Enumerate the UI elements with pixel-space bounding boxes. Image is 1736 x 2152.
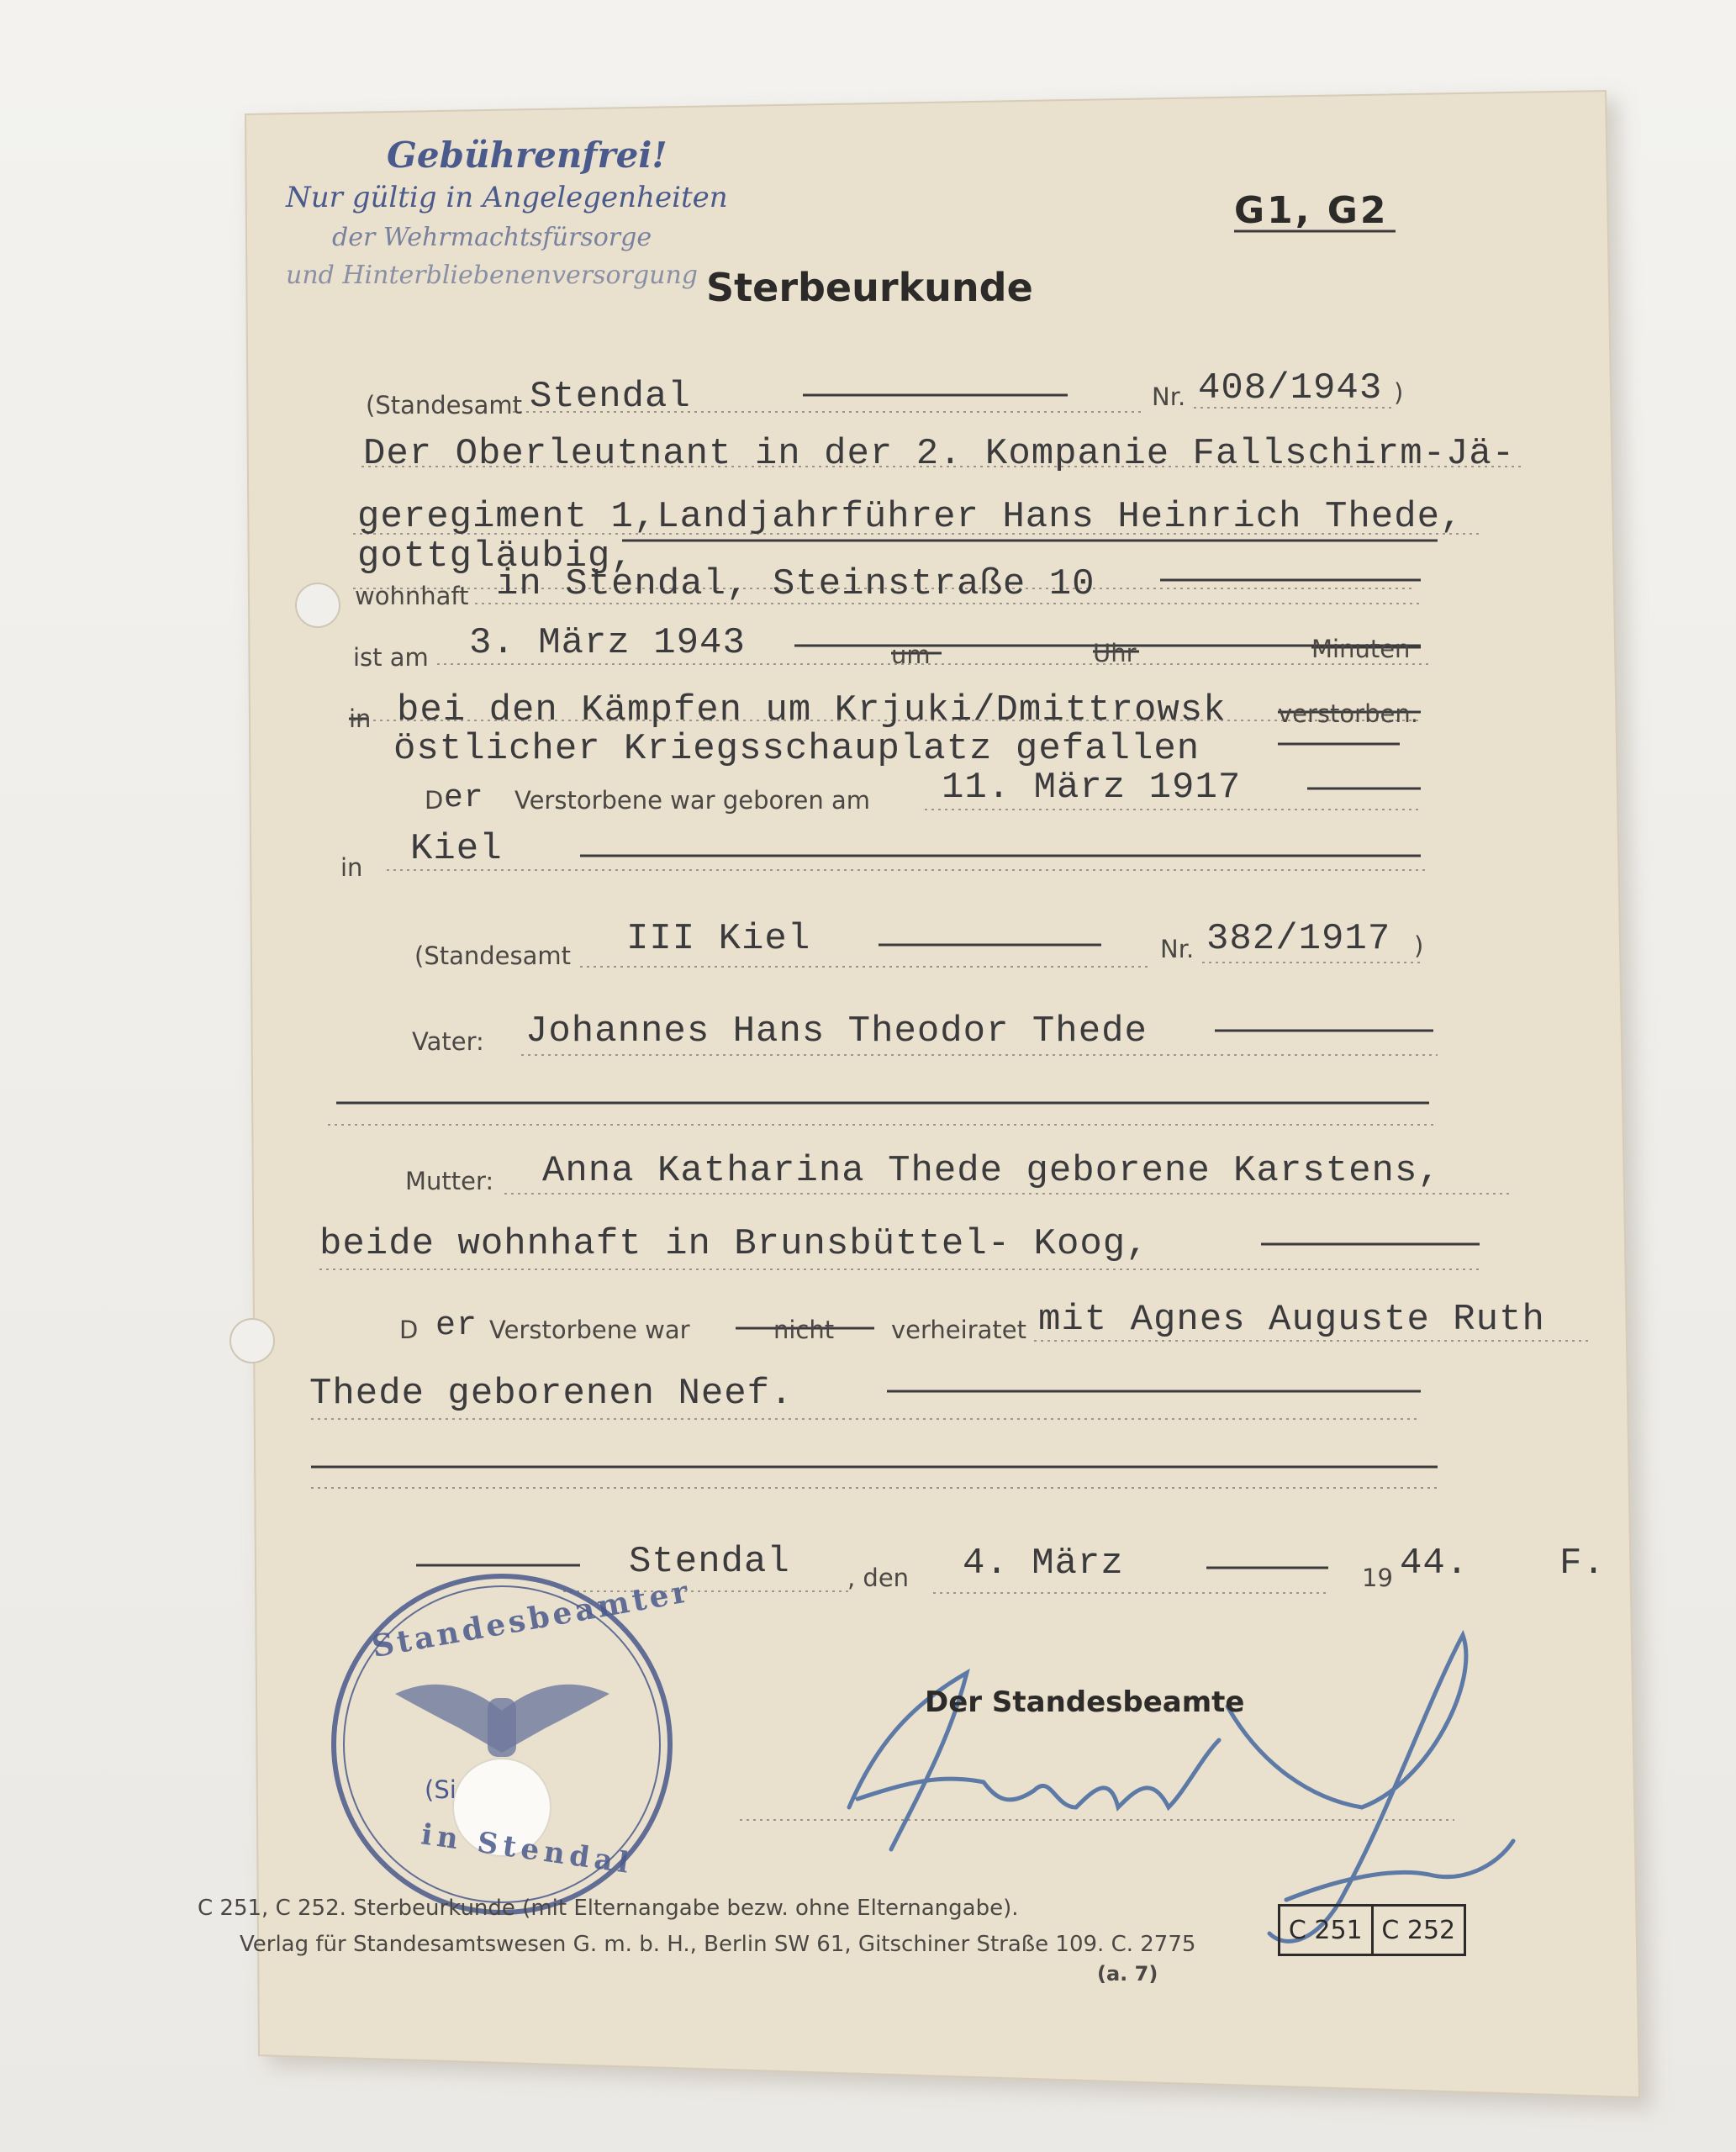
punch-hole — [296, 583, 340, 627]
signature-label: Der Standesbeamte — [925, 1685, 1245, 1719]
form-number: C 251 — [1288, 1915, 1363, 1945]
residence-label: wohnhaft — [355, 582, 469, 610]
issue-year-prefix: 19 — [1362, 1564, 1393, 1592]
footer-line-3: (a. 7) — [1097, 1962, 1158, 1986]
birth-registry-office: III Kiel — [626, 918, 811, 960]
born-date: 11. März 1917 — [942, 767, 1242, 809]
born-er: er — [444, 780, 484, 816]
uhr-label: Uhr — [1093, 639, 1137, 667]
document-title: Sterbeurkunde — [706, 265, 1033, 310]
footer-line-2: Verlag für Standesamtswesen G. m. b. H., Berlin SW 61, Gitschiner Straße 109. C. 2775 — [240, 1932, 1196, 1957]
mother-line-2: beide wohnhaft in Brunsbüttel- Koog, — [319, 1223, 1149, 1265]
born-in: Kiel — [410, 828, 503, 870]
father-name: Johannes Hans Theodor Thede — [525, 1010, 1148, 1052]
form-number: C 252 — [1371, 1907, 1464, 1954]
death-place: bei den Kämpfen um Krjuki/Dmittrowsk — [397, 689, 1227, 731]
um-label: um — [891, 641, 931, 669]
registry-nr: 408/1943 — [1198, 367, 1383, 409]
birth-registry-close: ) — [1414, 931, 1424, 960]
issue-initial: F. — [1559, 1543, 1606, 1585]
seal-text-top: Standesbeamter — [369, 1573, 694, 1665]
marriage-nicht: nicht — [773, 1316, 835, 1344]
mother-name: Anna Katharina Thede geborene Karstens, — [542, 1150, 1441, 1192]
death-place-2: östlicher Kriegsschauplatz gefallen — [393, 728, 1200, 770]
verstorben-label: verstorben. — [1278, 699, 1418, 728]
stamp-fee-title: Gebührenfrei! — [387, 134, 667, 176]
seal-siegel: (Si — [425, 1775, 456, 1804]
residence-value: in Stendal, Steinstraße 10 — [496, 563, 1095, 605]
born-prefix: D — [425, 786, 444, 815]
registry-office: Stendal — [530, 376, 691, 418]
issue-date: 4. März — [963, 1543, 1124, 1585]
place-prefix: in — [349, 704, 372, 733]
marriage-er: er — [435, 1307, 478, 1345]
issue-year: 44. — [1400, 1543, 1470, 1585]
death-date: 3. März 1943 — [469, 622, 746, 664]
minuten-label: Minuten — [1311, 635, 1411, 663]
stamp-fee-line: und Hinterbliebenenversorgung — [286, 261, 699, 290]
born-label: Verstorbene war geboren am — [514, 786, 870, 815]
issue-den: , den — [847, 1564, 910, 1592]
registry-close: ) — [1394, 378, 1404, 407]
marriage-prefix: D — [399, 1316, 419, 1344]
seal-text-bottom: in Stendal — [419, 1817, 636, 1881]
marriage-label: Verstorbene war — [489, 1316, 690, 1344]
birth-registry-nr: 382/1917 — [1206, 918, 1391, 960]
deceased-religion: gottgläubig, — [357, 535, 634, 578]
date-label: ist am — [353, 643, 429, 672]
registry-nr-label: Nr. — [1152, 382, 1186, 411]
form-number-box — [1278, 1904, 1466, 1956]
registry-label: (Standesamt — [366, 391, 522, 419]
mother-label: Mutter: — [405, 1167, 494, 1195]
birth-registry-nr-label: Nr. — [1160, 935, 1195, 963]
deceased-line-1: Der Oberleutnant in der 2. Kompanie Fallschirm-Jä- — [363, 433, 1516, 475]
stamp-fee-line: Nur gültig in Angelegenheiten — [286, 181, 728, 214]
issue-place: Stendal — [629, 1541, 790, 1583]
form-code: G1, G2 — [1234, 189, 1389, 232]
spouse-name: mit Agnes Auguste Ruth — [1038, 1299, 1545, 1341]
born-in-label: in — [340, 853, 363, 882]
father-label: Vater: — [412, 1027, 484, 1056]
birth-registry-label: (Standesamt — [414, 942, 571, 970]
marriage-verheiratet: verheiratet — [891, 1316, 1026, 1344]
deceased-line-2: geregiment 1,Landjahrführer Hans Heinrich Thede, — [357, 496, 1464, 538]
footer-line-1: C 251, C 252. Sterbeurkunde (mit Elternangabe bezw. ohne Elternangabe). — [198, 1896, 1019, 1921]
spouse-name-2: Thede geborenen Neef. — [309, 1373, 794, 1415]
stamp-fee-line: der Wehrmachtsfürsorge — [332, 223, 652, 252]
punch-hole — [230, 1319, 274, 1363]
